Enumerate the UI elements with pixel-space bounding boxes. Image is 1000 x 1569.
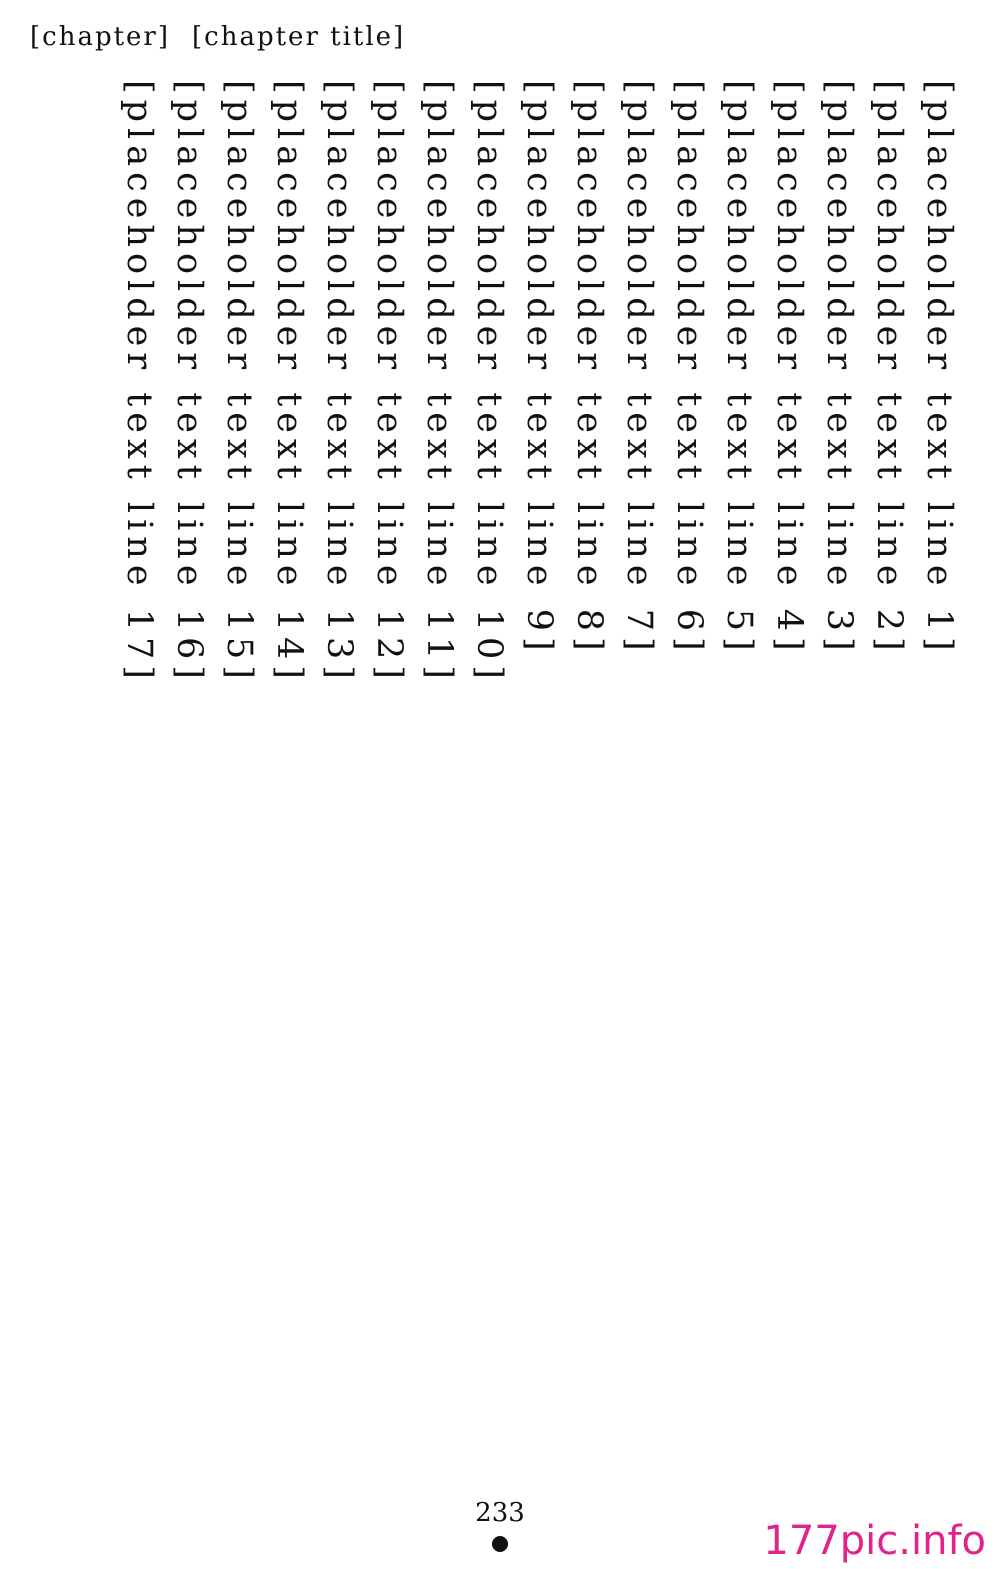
text-line: [placeholder text line 5] — [719, 80, 759, 657]
text-line: [placeholder text line 11] — [419, 80, 459, 685]
text-line: [placeholder text line 16] — [169, 80, 209, 685]
text-line: [placeholder text line 6] — [669, 80, 709, 657]
text-line: [placeholder text line 13] — [319, 80, 359, 685]
chapter-label: [chapter] — [30, 22, 171, 52]
text-line: [placeholder text line 15] — [219, 80, 259, 685]
chapter-title: [chapter title] — [192, 22, 406, 52]
running-head — [30, 22, 405, 52]
watermark: 177pic.info — [763, 1518, 986, 1564]
text-line: [placeholder text line 10] — [469, 80, 509, 685]
text-line: [placeholder text line 2] — [869, 80, 909, 657]
text-line: [placeholder text line 14] — [269, 80, 309, 685]
text-line: [placeholder text line 3] — [819, 80, 859, 657]
text-line: [placeholder text line 1] — [919, 80, 959, 657]
page-dot-ornament — [492, 1536, 508, 1552]
text-line: [placeholder text line 17] — [119, 80, 159, 685]
text-line: [placeholder text line 7] — [619, 80, 659, 657]
text-line: [placeholder text line 4] — [769, 80, 809, 657]
page-number: 233 — [475, 1498, 525, 1528]
text-line: [placeholder text line 8] — [569, 80, 609, 657]
text-line: [placeholder text line 12] — [369, 80, 409, 685]
body-text — [14, 80, 964, 1510]
text-line: [placeholder text line 9] — [519, 80, 559, 657]
